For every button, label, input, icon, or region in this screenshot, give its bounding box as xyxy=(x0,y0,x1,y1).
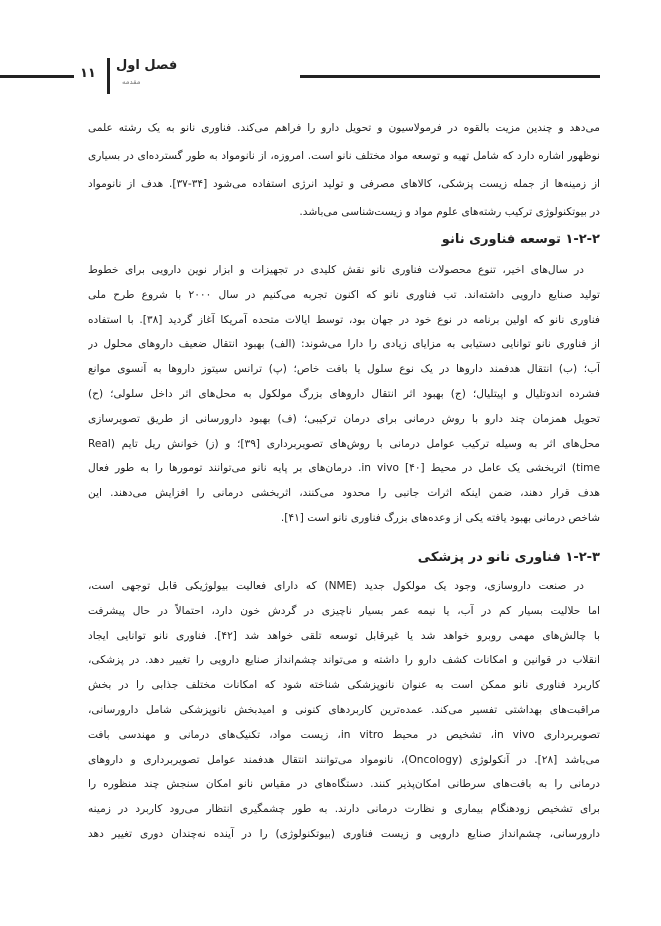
paragraph-1 xyxy=(88,114,600,226)
text-line: کاربرد فناوری نانو ممکن است به عنوان نانوپزشکی شناخته شود که امکانات مختلف جذابی را در بخش xyxy=(88,679,600,692)
text-line: دارورسانی، چشم‌انداز صنایع دارویی و زیست فناوری (بیوتکنولوژی) را در آینده نه‌چندان دوری تغییر دهد xyxy=(88,827,600,840)
section-heading-nano-medicine: ۱-۲-۳ فناوری نانو در پزشکی xyxy=(417,550,600,565)
text-line: شاخص درمانی بهبود یافته یکی از وعده‌های بزرگ فناوری نانو است [۴۱]. xyxy=(280,511,600,524)
text-line: برای تشخیص زودهنگام بیماری و نظارت درمانی دارند. به طور چشمگیری انتظار می‌رود کاربرد در زمینه xyxy=(88,803,600,816)
text-line: با چالش‌های مهمی روبرو خواهد شد یا غیرقابل توسعه تلقی خواهد شد [۴۲]. فناوری نانو توانایی ایجاد xyxy=(88,629,600,642)
text-line: انقلاب در قوانین و امکانات کشف دارو را داشته و می‌تواند چشم‌انداز صنایع دارویی را تغییر دهد. در پزشکی، xyxy=(88,654,600,667)
section-heading-nano-development: ۱-۲-۲ توسعه فناوری نانو xyxy=(441,232,600,247)
text-line: تحویل همزمان چند دارو با روش درمانی برای درمان ترکیبی؛ (ف) بهبود دارورسانی از طریق تصویرسازی xyxy=(88,412,600,425)
text-line: تصویربرداری in vivo، تشخیص در محیط in vitro، زیست مواد، تکنیک‌های درمانی و مهندسی بافت xyxy=(88,728,600,741)
header-rule-right xyxy=(300,75,600,78)
text-line: time) اثربخشی یک عامل در محیط in vivo [۴۰]. درمان‌های بر پایه نانو می‌توانند تومورها را به طور فعال xyxy=(88,462,600,475)
chapter-title: فصل اول xyxy=(116,58,178,73)
text-line: فناوری نانو که اولین برنامه در نوع خود در جهان بود، توسط ایالات متحده آمریکا آغاز گردید [۳۸]. با استفاده xyxy=(88,313,600,326)
text-line: از فناوری نانو توانایی دستیابی به مزایای زیادی را دارا می‌شوند: (الف) بهبود انتقال ضعیف داروهای محلول در xyxy=(88,338,600,351)
text-line: آب؛ (ب) انتقال هدفمند داروها در یک نوع سلول یا بافت خاص؛ (پ) ترانس سیتوز داروها به آنسوی موانع xyxy=(88,363,600,376)
header-rule-left xyxy=(0,75,74,78)
text-line: می‌دهد و چندین مزیت بالقوه در فرمولاسیون و تحویل دارو را فراهم می‌کند. فناوری نانو به یک رشته علمی xyxy=(88,122,600,134)
text-line: هدف قرار دهند، ضمن اینکه اثرات جانبی را محدود می‌کنند، اثربخشی درمانی را افزایش می‌دهند. این xyxy=(88,487,600,500)
text-line: تولید صنایع دارویی داشته‌اند. تب فناوری نانو که اکنون تجربه می‌کنیم در سال ۲۰۰۰ با شروع طرح ملی xyxy=(88,288,600,301)
text-line: می‌باشد [۲۸]. در آنکولوژی (Oncology)، نانومواد می‌توانند انتقال هدفمند عوامل تصویربرداری و داروهای xyxy=(88,753,600,766)
chapter-subtitle: مقدمه xyxy=(122,78,141,86)
text-line: محل‌های اثر به وسیله ترکیب عوامل درمانی با روش‌های تصویربرداری [۳۹]؛ و (ز) خوانش ریل تایم (Real xyxy=(88,437,600,450)
text-line: فشرده اندوتلیال و اپیتلیال؛ (ج) بهبود اثر انتقال داروهای بزرگ مولکول به محل‌های اثر داخل سلولی؛ (ح) xyxy=(88,387,600,400)
text-line: در بیوتکنولوژی ترکیب رشته‌های علوم مواد و زیست‌شناسی می‌باشد. xyxy=(299,206,600,218)
paragraph-3 xyxy=(88,574,600,847)
text-line: اما حلالیت بسیار کم در آب، یا نیمه عمر بسیار ناچیزی در گردش خون دارد، احتمالاً در حال پیشرفت xyxy=(88,604,600,617)
page-number: ۱۱ xyxy=(80,66,96,81)
paragraph-2 xyxy=(88,258,600,531)
text-line: مراقبت‌های بهداشتی تفسیر می‌کند. عمده‌ترین کاربردهای کنونی و امیدبخش نانوپزشکی شامل دارورسانی، xyxy=(88,703,600,716)
text-line: از زمینه‌ها از جمله زیست پزشکی، کالاهای مصرفی و تولید انرژی استفاده می‌شود [۳۴-۳۷]. هدف از نانومواد xyxy=(88,178,600,190)
text-line: در صنعت داروسازی، وجود یک مولکول جدید (NME) که دارای فعالیت بیولوژیکی قابل توجهی است، xyxy=(88,580,584,592)
text-line: نوظهور اشاره دارد که شامل تهیه و توسعه مواد مختلف نانو است. امروزه، از نانومواد به طور گسترده‌ای در بسیاری xyxy=(88,150,600,162)
header-divider xyxy=(107,58,110,94)
text-line: درمانی را به بافت‌های سرطانی امکان‌پذیر کنند. دستگاه‌های در مقیاس نانو امکان سنجش چند منظوره را xyxy=(88,778,600,791)
text-line: در سال‌های اخیر، تنوع محصولات فناوری نانو نقش کلیدی در تجهیزات و ابزار نوین دارویی برای خطوط xyxy=(88,264,584,276)
